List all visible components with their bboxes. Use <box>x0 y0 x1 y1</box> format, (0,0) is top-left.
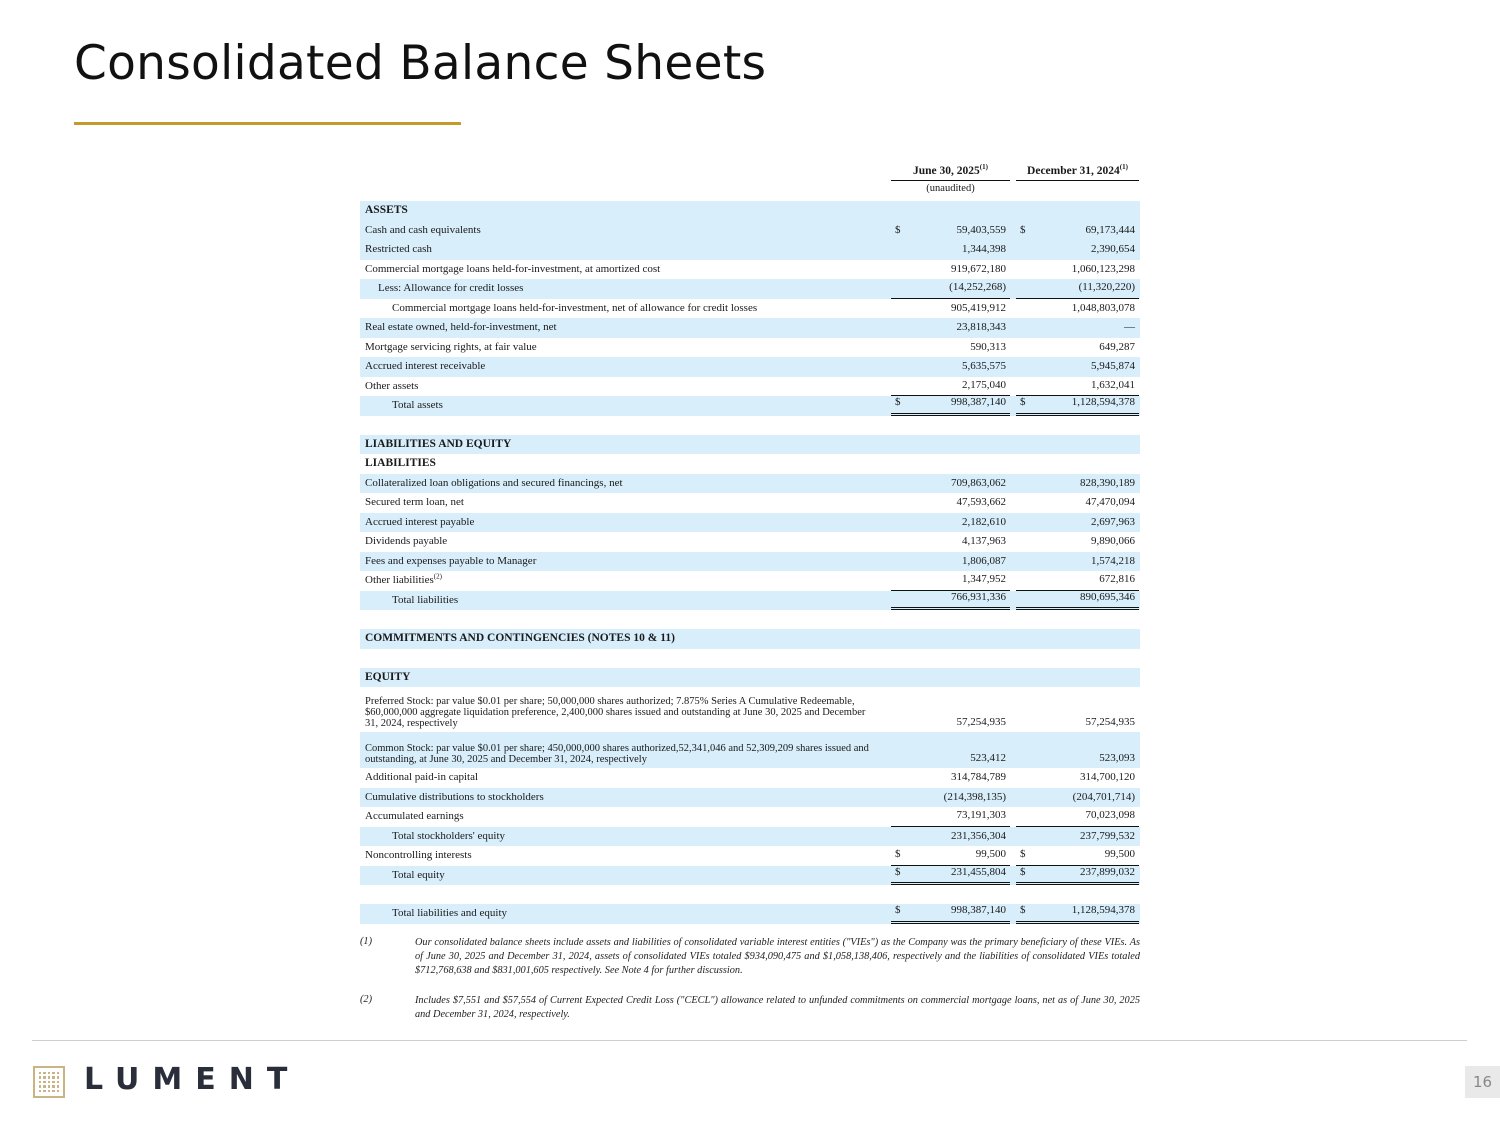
row-label <box>365 338 880 358</box>
june-2025-value: 314,784,789 <box>951 771 1006 783</box>
row-label <box>365 668 880 688</box>
dec-2024-value-cell <box>1016 807 1139 827</box>
june-2025-value: (14,252,268) <box>949 281 1006 293</box>
row-label <box>365 788 880 808</box>
footnote-text: Includes $7,551 and $57,554 of Current Expected Credit Loss ("CECL") allowance related to unfunded commitments on commercial mortgage loans, net as of June 30, 2025 and December 31, 2024, respectively. <box>415 995 1140 1020</box>
dec-2024-value-cell <box>1016 866 1139 886</box>
dec-2024-value: 1,060,123,298 <box>1071 262 1135 275</box>
dec-2024-value-cell <box>1016 357 1139 377</box>
june-2025-value: 919,672,180 <box>951 262 1006 275</box>
logo-dot <box>48 1085 50 1087</box>
row-label <box>365 571 880 591</box>
footnote-marker: (2) <box>433 572 442 581</box>
row-label <box>365 377 880 397</box>
june-2025-value: 523,412 <box>970 751 1006 764</box>
logo-dot <box>52 1085 54 1087</box>
row-label-text: Other assets <box>365 379 419 392</box>
table-row <box>360 357 1140 377</box>
june-2025-value-cell <box>891 279 1010 299</box>
unaudited-label: (unaudited) <box>926 183 975 194</box>
row-label <box>378 279 880 299</box>
row-label <box>392 866 880 886</box>
dec-2024-value-cell <box>1016 687 1139 732</box>
table-row <box>360 474 1140 494</box>
footnote-marker: (1) <box>979 163 988 172</box>
row-label <box>365 532 880 552</box>
column-header-label: December 31, 2024 <box>1027 165 1120 177</box>
row-label-text: Commercial mortgage loans held-for-investment, net of allowance for credit losses <box>392 301 758 314</box>
dec-2024-value: 57,254,935 <box>1085 715 1135 728</box>
section-header-row <box>360 668 1140 688</box>
table-row <box>360 299 1140 319</box>
row-label-text: Accrued interest receivable <box>365 360 486 372</box>
row-label-text: Cash and cash equivalents <box>365 223 481 236</box>
dec-2024-value: 47,470,094 <box>1085 496 1135 508</box>
logo-dot <box>57 1085 59 1087</box>
row-label <box>365 201 880 221</box>
dec-2024-value: 314,700,120 <box>1080 771 1135 783</box>
dec-2024-value-cell <box>1016 279 1139 299</box>
june-2025-value-cell <box>891 532 1010 552</box>
row-label-text: Collateralized loan obligations and secured financings, net <box>365 476 623 489</box>
row-label <box>365 260 880 280</box>
row-label <box>365 435 880 455</box>
logo-dot <box>43 1076 45 1078</box>
logo-dot <box>57 1072 59 1074</box>
row-label-text: Other liabilities <box>365 574 434 586</box>
june-2025-value-cell <box>891 396 1010 416</box>
june-2025-value: 1,344,398 <box>962 243 1006 255</box>
june-2025-value-cell <box>891 788 1010 808</box>
june-2025-value-cell <box>891 591 1010 611</box>
june-2025-value: 998,387,140 <box>951 904 1006 916</box>
june-2025-value-cell <box>891 807 1010 827</box>
june-2025-value: 47,593,662 <box>956 496 1006 508</box>
dec-2024-value: (11,320,220) <box>1078 281 1135 293</box>
row-label-text: Total stockholders' equity <box>392 829 506 842</box>
row-label-text: Restricted cash <box>365 243 432 255</box>
row-label <box>365 240 880 260</box>
logo-dot <box>57 1090 59 1092</box>
dec-2024-value-cell <box>1016 904 1139 924</box>
dec-2024-value-cell <box>1016 827 1139 847</box>
footnote-marker: (1) <box>1119 163 1128 172</box>
dec-2024-value-cell <box>1016 299 1139 319</box>
june-2025-value-cell <box>891 732 1010 768</box>
spacer <box>360 649 1140 668</box>
row-label <box>365 696 875 729</box>
dec-2024-value: 2,390,654 <box>1091 243 1135 255</box>
table-row <box>360 768 1140 788</box>
june-2025-value: 231,356,304 <box>951 829 1006 842</box>
row-label-text: Total liabilities and equity <box>392 907 508 919</box>
row-label-text: Less: Allowance for credit losses <box>378 282 524 294</box>
june-2025-value-cell <box>891 357 1010 377</box>
dollar-sign: $ <box>895 865 901 878</box>
table-row <box>360 591 1140 611</box>
footnote-number: (1) <box>360 936 373 947</box>
row-label <box>365 454 880 474</box>
table-row <box>360 260 1140 280</box>
dec-2024-value: 523,093 <box>1099 751 1135 764</box>
row-label-text: LIABILITIES AND EQUITY <box>365 437 512 450</box>
dec-2024-value: 649,287 <box>1099 340 1135 353</box>
row-label-text: Total liabilities <box>392 593 459 606</box>
row-label-text: Accumulated earnings <box>365 810 464 822</box>
row-label <box>365 493 880 513</box>
logo-dot <box>48 1076 50 1078</box>
june-2025-value: 23,818,343 <box>956 321 1006 333</box>
dec-2024-value-cell <box>1016 318 1139 338</box>
dec-2024-value: 9,890,066 <box>1091 535 1135 547</box>
logo-dot <box>43 1085 45 1087</box>
june-2025-value-cell <box>891 240 1010 260</box>
june-2025-value: 2,175,040 <box>962 378 1006 391</box>
dec-2024-value: — <box>1124 321 1135 333</box>
row-label-text: COMMITMENTS AND CONTINGENCIES (NOTES 10 & 11) <box>365 632 675 644</box>
dec-2024-value: 99,500 <box>1104 848 1135 860</box>
dec-2024-value-cell <box>1016 552 1139 572</box>
row-label-text: Fees and expenses payable to Manager <box>365 554 537 567</box>
dec-2024-value-cell <box>1016 474 1139 494</box>
logo-dot <box>43 1090 45 1092</box>
row-label <box>365 807 880 827</box>
dec-2024-value-cell <box>1016 768 1139 788</box>
june-2025-value: (214,398,135) <box>943 790 1006 803</box>
table-row <box>360 240 1140 260</box>
june-2025-value: 99,500 <box>975 848 1006 860</box>
logo-dot <box>48 1081 50 1083</box>
row-label-text: Total equity <box>392 868 445 881</box>
row-label <box>365 474 880 494</box>
dec-2024-value-cell <box>1016 591 1139 611</box>
june-2025-value-cell <box>891 318 1010 338</box>
dec-2024-value-cell <box>1016 240 1139 260</box>
table-header <box>360 163 1140 201</box>
lument-logo-icon <box>33 1066 65 1098</box>
table-row <box>360 279 1140 299</box>
row-label-text: LIABILITIES <box>365 457 436 469</box>
dec-2024-value: 1,048,803,078 <box>1071 301 1135 314</box>
dollar-sign: $ <box>1020 904 1026 916</box>
row-label <box>392 827 880 847</box>
dec-2024-value: 1,128,594,378 <box>1071 396 1135 408</box>
table-row <box>360 318 1140 338</box>
logo-dot <box>57 1081 59 1083</box>
logo-dot <box>39 1076 41 1078</box>
row-label-text: Dividends payable <box>365 535 448 547</box>
table-row <box>360 904 1140 924</box>
logo-dot <box>39 1090 41 1092</box>
dec-2024-value-cell <box>1016 732 1139 768</box>
dec-2024-value: (204,701,714) <box>1072 790 1135 803</box>
row-label <box>365 318 880 338</box>
june-2025-value: 590,313 <box>970 340 1006 353</box>
page-title: Consolidated Balance Sheets <box>74 36 767 91</box>
dec-2024-value: 5,945,874 <box>1091 360 1135 372</box>
dec-2024-value-cell <box>1016 338 1139 358</box>
footnotes <box>360 936 1140 1038</box>
dec-2024-value-cell <box>1016 260 1139 280</box>
section-header-row <box>360 629 1140 649</box>
table-row <box>360 493 1140 513</box>
row-label-text: Common Stock: par value $0.01 per share; 450,000,000 shares authorized,52,341,046 and 52,309,209 shares issued and outstanding, at June 30, 2025 and December 31, 2024, respectively <box>365 743 869 765</box>
june-2025-value-cell <box>891 260 1010 280</box>
june-2025-value: 2,182,610 <box>962 515 1006 528</box>
spacer <box>360 416 1140 435</box>
table-row <box>360 687 1140 732</box>
footnote-number: (2) <box>360 994 373 1005</box>
dec-2024-value: 1,632,041 <box>1091 378 1135 391</box>
table-row <box>360 571 1140 591</box>
spacer <box>360 610 1140 629</box>
dec-2024-value-cell <box>1016 513 1139 533</box>
june-2025-value-cell <box>891 493 1010 513</box>
dollar-sign: $ <box>1020 848 1026 860</box>
dec-2024-value-cell <box>1016 532 1139 552</box>
june-2025-value-cell <box>891 221 1010 241</box>
logo-dot <box>52 1090 54 1092</box>
column-header-label: June 30, 2025 <box>913 165 980 177</box>
dollar-sign: $ <box>1020 223 1026 236</box>
table-row <box>360 221 1140 241</box>
column-header-dec-2024 <box>1016 163 1139 181</box>
june-2025-value-cell <box>891 513 1010 533</box>
june-2025-value: 59,403,559 <box>956 223 1006 236</box>
june-2025-value-cell <box>891 338 1010 358</box>
section-header-row <box>360 454 1140 474</box>
logo-dot <box>43 1072 45 1074</box>
table-body <box>360 201 1140 924</box>
company-logo-text: LUMENT <box>84 1062 301 1097</box>
dollar-sign: $ <box>1020 396 1026 408</box>
row-label <box>365 552 880 572</box>
column-header-june-2025 <box>891 163 1010 194</box>
dollar-sign: $ <box>895 904 901 916</box>
row-label <box>365 629 880 649</box>
row-label-text: Noncontrolling interests <box>365 849 472 861</box>
table-row <box>360 552 1140 572</box>
section-header-row <box>360 435 1140 455</box>
logo-dot <box>52 1081 54 1083</box>
logo-dot <box>43 1081 45 1083</box>
dec-2024-value: 237,799,532 <box>1080 829 1135 842</box>
june-2025-value-cell <box>891 552 1010 572</box>
june-2025-value-cell <box>891 474 1010 494</box>
table-row <box>360 788 1140 808</box>
dec-2024-value: 890,695,346 <box>1080 590 1135 603</box>
logo-dot <box>57 1076 59 1078</box>
footer-divider <box>32 1040 1467 1041</box>
june-2025-value: 905,419,912 <box>951 301 1006 314</box>
row-label-text: Mortgage servicing rights, at fair value <box>365 340 537 353</box>
row-label-text: Accrued interest payable <box>365 515 475 528</box>
june-2025-value-cell <box>891 299 1010 319</box>
dec-2024-value: 672,816 <box>1099 573 1135 585</box>
dec-2024-value: 1,128,594,378 <box>1071 904 1135 916</box>
table-row <box>360 338 1140 358</box>
june-2025-value-cell <box>891 827 1010 847</box>
logo-dot <box>48 1072 50 1074</box>
section-header-row <box>360 201 1140 221</box>
dec-2024-value: 70,023,098 <box>1085 809 1135 821</box>
row-label <box>365 768 880 788</box>
june-2025-value: 1,806,087 <box>962 554 1006 567</box>
row-label-text: Cumulative distributions to stockholders <box>365 790 544 803</box>
dec-2024-value: 828,390,189 <box>1080 476 1135 489</box>
row-label-text: Real estate owned, held-for-investment, net <box>365 321 557 333</box>
june-2025-value: 998,387,140 <box>951 396 1006 408</box>
dec-2024-value: 237,899,032 <box>1080 865 1135 878</box>
june-2025-value: 766,931,336 <box>951 590 1006 603</box>
dec-2024-value-cell <box>1016 788 1139 808</box>
june-2025-value: 57,254,935 <box>956 715 1006 728</box>
june-2025-value: 231,455,804 <box>951 865 1006 878</box>
june-2025-value: 5,635,575 <box>962 360 1006 372</box>
dollar-sign: $ <box>895 848 901 860</box>
logo-dot <box>39 1081 41 1083</box>
row-label-text: Secured term loan, net <box>365 496 464 508</box>
row-label <box>392 299 880 319</box>
row-label-text: Preferred Stock: par value $0.01 per share; 50,000,000 shares authorized; 7.875% Series A Cumulative Redeemable, $60,000,000 aggregate liquidation preference, 2,400,000 shares issued and outstanding at June 30, 2025 and December 31, 2024, respectively <box>365 696 866 729</box>
table-row <box>360 807 1140 827</box>
page-number: 16 <box>1465 1066 1500 1098</box>
row-label <box>392 396 880 416</box>
footnote-text: Our consolidated balance sheets include assets and liabilities of consolidated variable interest entities ("VIEs") as the Company was the primary beneficiary of these VIEs. As of June 30, 2025 and December 31, 2024, assets of consolidated VIEs totaled $934,090,475 and $1,058,138,406, respectively and the liabilities of consolidated VIEs totaled $712,768,638 and $831,001,605 respectively. See Note 4 for further discussion. <box>415 937 1140 976</box>
dec-2024-value: 69,173,444 <box>1085 223 1135 236</box>
logo-dot <box>39 1085 41 1087</box>
june-2025-value: 1,347,952 <box>962 573 1006 585</box>
logo-dot <box>39 1072 41 1074</box>
logo-dot <box>48 1090 50 1092</box>
june-2025-value-cell <box>891 904 1010 924</box>
june-2025-value: 73,191,303 <box>956 809 1006 821</box>
dec-2024-value-cell <box>1016 221 1139 241</box>
row-label <box>392 904 880 924</box>
balance-sheet-table <box>360 163 1140 924</box>
row-label-text: Total assets <box>392 399 443 411</box>
row-label-text: Additional paid-in capital <box>365 771 479 783</box>
row-label-text: EQUITY <box>365 670 411 683</box>
june-2025-value: 4,137,963 <box>962 535 1006 547</box>
logo-dot <box>52 1072 54 1074</box>
dollar-sign: $ <box>895 223 901 236</box>
dec-2024-value: 1,574,218 <box>1091 554 1135 567</box>
table-row <box>360 513 1140 533</box>
row-label <box>365 357 880 377</box>
table-row <box>360 396 1140 416</box>
table-row <box>360 827 1140 847</box>
row-label-text: Commercial mortgage loans held-for-investment, at amortized cost <box>365 262 661 275</box>
row-label-text: ASSETS <box>365 204 408 216</box>
table-row <box>360 532 1140 552</box>
dollar-sign: $ <box>895 396 901 408</box>
dec-2024-value-cell <box>1016 493 1139 513</box>
footnote <box>360 994 1140 1022</box>
title-underline <box>74 122 461 125</box>
row-label <box>392 591 880 611</box>
table-row <box>360 732 1140 768</box>
june-2025-value-cell <box>891 687 1010 732</box>
dollar-sign: $ <box>1020 865 1026 878</box>
row-label <box>365 513 880 533</box>
row-label <box>365 846 880 866</box>
row-label <box>365 221 880 241</box>
june-2025-value-cell <box>891 768 1010 788</box>
logo-dot <box>52 1076 54 1078</box>
footnote <box>360 936 1140 978</box>
dec-2024-value: 2,697,963 <box>1091 515 1135 528</box>
row-label <box>365 743 875 765</box>
june-2025-value-cell <box>891 866 1010 886</box>
dec-2024-value-cell <box>1016 396 1139 416</box>
table-row <box>360 866 1140 886</box>
june-2025-value: 709,863,062 <box>951 476 1006 489</box>
